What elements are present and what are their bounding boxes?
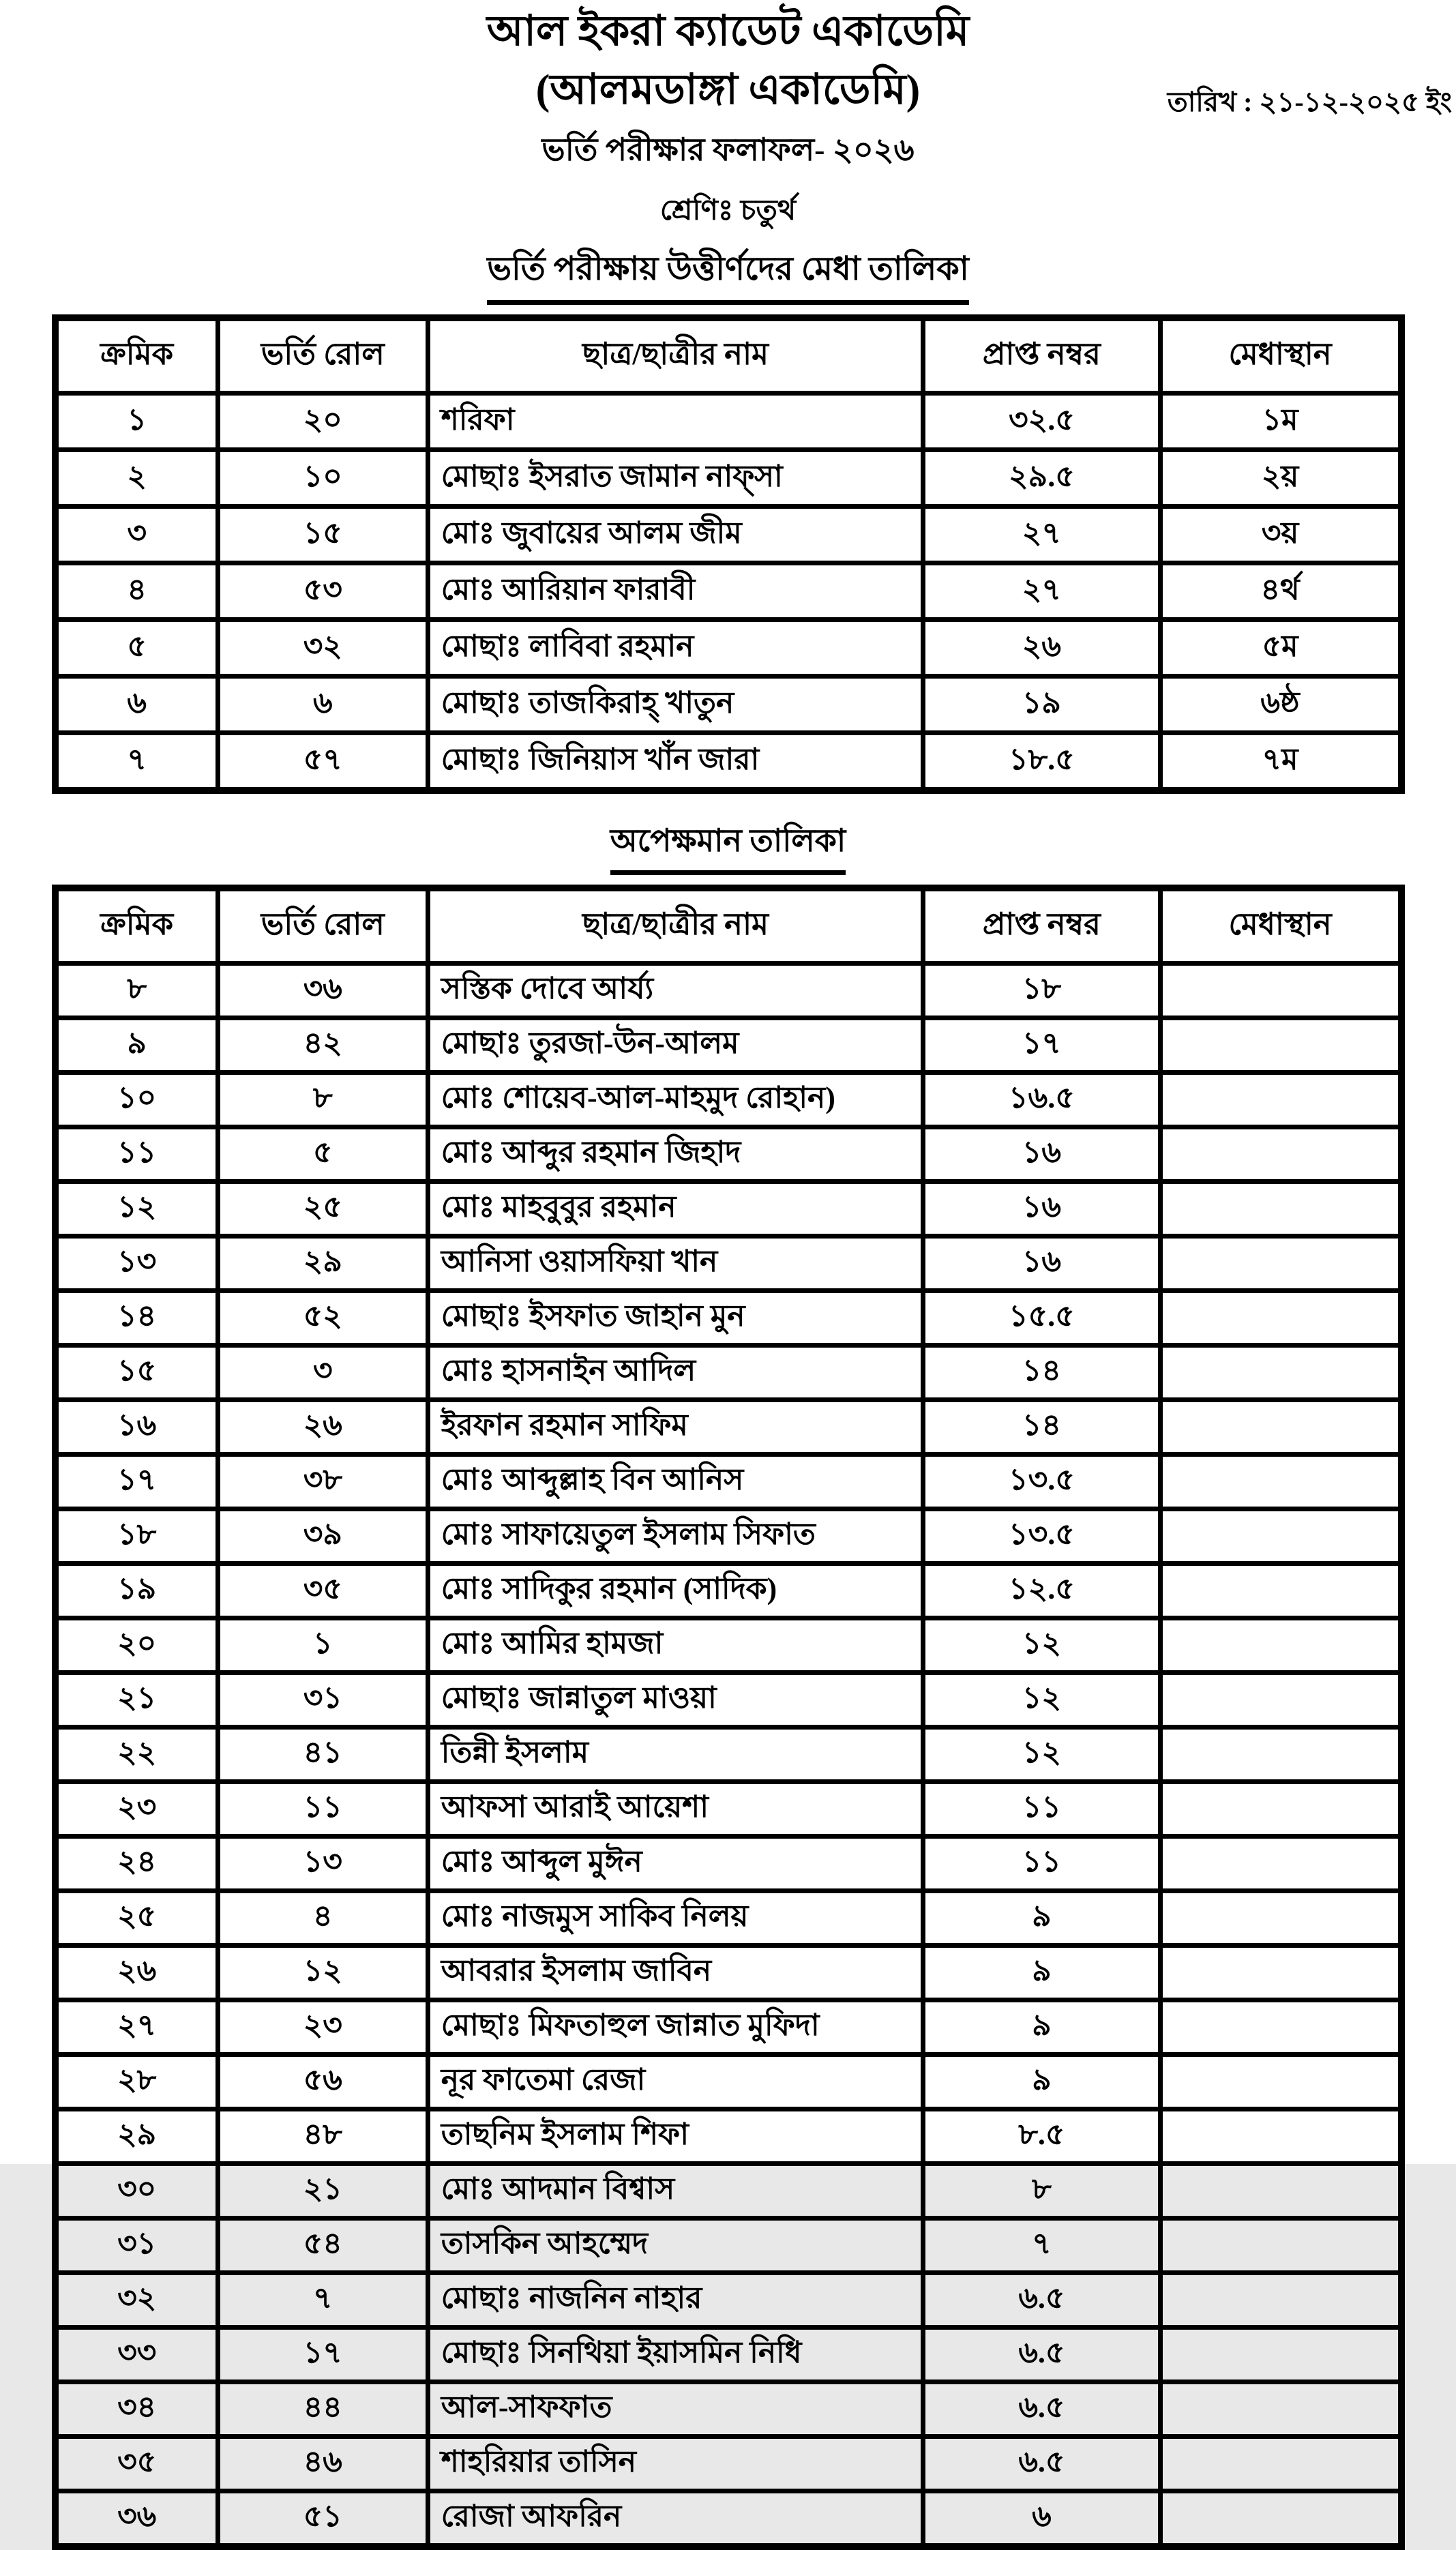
cell-marks: ১১ <box>923 1782 1160 1837</box>
merit-title-wrap <box>0 244 1456 305</box>
cell-position <box>1160 2109 1401 2164</box>
cell-position <box>1160 1291 1401 1346</box>
cell-serial: ১২ <box>55 1182 218 1236</box>
cell-marks: ৩২.৫ <box>923 394 1160 450</box>
cell-position <box>1160 1127 1401 1182</box>
cell-name: মোঃ জুবায়ের আলম জীম <box>428 507 923 563</box>
cell-marks: ২৭ <box>923 507 1160 563</box>
column-header: ছাত্র/ছাত্রীর নাম <box>428 318 923 394</box>
cell-roll: ৪৪ <box>218 2382 428 2437</box>
cell-name: মোছাঃ তুরজা-উন-আলম <box>428 1018 923 1073</box>
table-row <box>55 1564 1401 1618</box>
cell-roll: ৪২ <box>218 1018 428 1073</box>
table-row <box>55 1946 1401 2000</box>
cell-marks: ১২ <box>923 1673 1160 1728</box>
table-row <box>55 733 1401 791</box>
table-row <box>55 2219 1401 2273</box>
cell-marks: ৮ <box>923 2164 1160 2219</box>
cell-serial: ৩৬ <box>55 2491 218 2547</box>
cell-serial: ১ <box>55 394 218 450</box>
cell-name: আবরার ইসলাম জাবিন <box>428 1946 923 2000</box>
cell-marks: ৯ <box>923 2000 1160 2055</box>
merit-table-head <box>55 318 1401 394</box>
cell-marks: ৯ <box>923 1946 1160 2000</box>
table-row <box>55 1236 1401 1291</box>
cell-serial: ৫ <box>55 620 218 677</box>
cell-roll: ৭ <box>218 2273 428 2328</box>
cell-name: রোজা আফরিন <box>428 2491 923 2547</box>
cell-name: সস্তিক দোবে আর্য্য <box>428 964 923 1018</box>
cell-marks: ১৪ <box>923 1346 1160 1400</box>
cell-roll: ৫২ <box>218 1291 428 1346</box>
column-header: মেধাস্থান <box>1160 888 1401 964</box>
cell-serial: ১৫ <box>55 1346 218 1400</box>
cell-position <box>1160 1509 1401 1564</box>
cell-roll: ৫৬ <box>218 2055 428 2109</box>
table-row <box>55 1728 1401 1782</box>
cell-name: মোছাঃ ইসফাত জাহান মুন <box>428 1291 923 1346</box>
table-row <box>55 1127 1401 1182</box>
cell-name: আফসা আরাই আয়েশা <box>428 1782 923 1837</box>
table-row <box>55 2437 1401 2491</box>
cell-name: মোঃ আদমান বিশ্বাস <box>428 2164 923 2219</box>
cell-marks: ৯ <box>923 2055 1160 2109</box>
cell-marks: ৭ <box>923 2219 1160 2273</box>
cell-name: শাহরিয়ার তাসিন <box>428 2437 923 2491</box>
cell-name: আনিসা ওয়াসফিয়া খান <box>428 1236 923 1291</box>
waiting-list-title: অপেক্ষমান তালিকা <box>610 817 846 875</box>
cell-position <box>1160 1346 1401 1400</box>
cell-roll: ৪১ <box>218 1728 428 1782</box>
class-label: শ্রেণিঃ চতুর্থ <box>659 195 797 227</box>
cell-marks: ৬ <box>923 2491 1160 2547</box>
table-row <box>55 450 1401 507</box>
cell-serial: ২১ <box>55 1673 218 1728</box>
cell-name: মোছাঃ সিনথিয়া ইয়াসমিন নিধি <box>428 2328 923 2382</box>
table-row <box>55 1891 1401 1946</box>
cell-position: ৫ম <box>1160 620 1401 677</box>
cell-serial: ৩৫ <box>55 2437 218 2491</box>
cell-roll: ১ <box>218 1618 428 1673</box>
cell-marks: ৬.৫ <box>923 2328 1160 2382</box>
cell-name: মোছাঃ জান্নাতুল মাওয়া <box>428 1673 923 1728</box>
table-row <box>55 1509 1401 1564</box>
cell-name: মোঃ হাসনাইন আদিল <box>428 1346 923 1400</box>
cell-marks: ১৬ <box>923 1182 1160 1236</box>
cell-roll: ১৭ <box>218 2328 428 2382</box>
cell-serial: ৬ <box>55 677 218 733</box>
cell-roll: ৩৫ <box>218 1564 428 1618</box>
cell-position: ৩য় <box>1160 507 1401 563</box>
cell-position <box>1160 1564 1401 1618</box>
table-row <box>55 2382 1401 2437</box>
cell-roll: ৮ <box>218 1073 428 1127</box>
merit-table <box>52 314 1405 794</box>
cell-roll: ৫১ <box>218 2491 428 2547</box>
cell-serial: ২৯ <box>55 2109 218 2164</box>
cell-name: মোঃ সাফায়েতুল ইসলাম সিফাত <box>428 1509 923 1564</box>
cell-marks: ২৯.৫ <box>923 450 1160 507</box>
cell-marks: ১৮ <box>923 964 1160 1018</box>
cell-marks: ১৫.৫ <box>923 1291 1160 1346</box>
cell-marks: ১৭ <box>923 1018 1160 1073</box>
cell-roll: ৪৮ <box>218 2109 428 2164</box>
cell-roll: ৫৪ <box>218 2219 428 2273</box>
cell-roll: ১১ <box>218 1782 428 1837</box>
cell-marks: ১৩.৫ <box>923 1509 1160 1564</box>
cell-serial: ৯ <box>55 1018 218 1073</box>
table-row <box>55 2055 1401 2109</box>
cell-marks: ৮.৫ <box>923 2109 1160 2164</box>
table-row <box>55 394 1401 450</box>
waiting-title-wrap <box>0 817 1456 875</box>
table-row <box>55 563 1401 620</box>
cell-name: মোঃ আব্দুল্লাহ বিন আনিস <box>428 1455 923 1509</box>
result-title: ভর্তি পরীক্ষার ফলাফল- ২০২৬ <box>541 132 915 168</box>
cell-name: মোঃ সাদিকুর রহমান (সাদিক) <box>428 1564 923 1618</box>
cell-serial: ১০ <box>55 1073 218 1127</box>
cell-position <box>1160 2437 1401 2491</box>
cell-marks: ১২.৫ <box>923 1564 1160 1618</box>
table-row <box>55 677 1401 733</box>
cell-position <box>1160 1400 1401 1455</box>
cell-serial: ২ <box>55 450 218 507</box>
cell-name: মোঃ মাহবুবুর রহমান <box>428 1182 923 1236</box>
cell-marks: ২৬ <box>923 620 1160 677</box>
cell-position <box>1160 1837 1401 1891</box>
cell-marks: ১২ <box>923 1618 1160 1673</box>
cell-marks: ১২ <box>923 1728 1160 1782</box>
cell-serial: ৭ <box>55 733 218 791</box>
cell-name: নূর ফাতেমা রেজা <box>428 2055 923 2109</box>
cell-roll: ১৫ <box>218 507 428 563</box>
table-row <box>55 1837 1401 1891</box>
cell-serial: ২৬ <box>55 1946 218 2000</box>
cell-serial: ১৮ <box>55 1509 218 1564</box>
table-row <box>55 1291 1401 1346</box>
cell-marks: ৬.৫ <box>923 2437 1160 2491</box>
cell-roll: ১২ <box>218 1946 428 2000</box>
cell-serial: ১৬ <box>55 1400 218 1455</box>
cell-position: ৭ম <box>1160 733 1401 791</box>
cell-name: আল-সাফফাত <box>428 2382 923 2437</box>
cell-position <box>1160 1073 1401 1127</box>
cell-name: মোছাঃ ইসরাত জামান নাফ্সা <box>428 450 923 507</box>
cell-marks: ৬.৫ <box>923 2273 1160 2328</box>
table-row <box>55 964 1401 1018</box>
cell-roll: ২৬ <box>218 1400 428 1455</box>
cell-name: মোছাঃ মিফতাহুল জান্নাত মুফিদা <box>428 2000 923 2055</box>
cell-roll: ২১ <box>218 2164 428 2219</box>
cell-position <box>1160 1673 1401 1728</box>
table-row <box>55 1618 1401 1673</box>
cell-name: তিন্নী ইসলাম <box>428 1728 923 1782</box>
cell-name: মোঃ আব্দুর রহমান জিহাদ <box>428 1127 923 1182</box>
cell-serial: ৩৪ <box>55 2382 218 2437</box>
cell-name: মোঃ নাজমুস সাকিব নিলয় <box>428 1891 923 1946</box>
cell-roll: ৫৭ <box>218 733 428 791</box>
table-row <box>55 1673 1401 1728</box>
cell-name: তাছনিম ইসলাম শিফা <box>428 2109 923 2164</box>
waiting-table-body <box>55 964 1401 2547</box>
academy-subname: (আলমডাঙ্গা একাডেমি) <box>535 66 921 113</box>
cell-marks: ১৩.৫ <box>923 1455 1160 1509</box>
cell-serial: ৩ <box>55 507 218 563</box>
table-row <box>55 1018 1401 1073</box>
cell-position <box>1160 1946 1401 2000</box>
column-header: মেধাস্থান <box>1160 318 1401 394</box>
table-row <box>55 1073 1401 1127</box>
cell-roll: ৪ <box>218 1891 428 1946</box>
waiting-table-head <box>55 888 1401 964</box>
cell-name: মোঃ আরিয়ান ফারাবী <box>428 563 923 620</box>
cell-roll: ৩৮ <box>218 1455 428 1509</box>
cell-position <box>1160 1236 1401 1291</box>
cell-position <box>1160 2055 1401 2109</box>
cell-position <box>1160 1182 1401 1236</box>
cell-marks: ২৭ <box>923 563 1160 620</box>
cell-position <box>1160 1455 1401 1509</box>
cell-name: শরিফা <box>428 394 923 450</box>
cell-position <box>1160 1728 1401 1782</box>
cell-serial: ২২ <box>55 1728 218 1782</box>
cell-name: মোঃ আমির হামজা <box>428 1618 923 1673</box>
merit-list-title: ভর্তি পরীক্ষায় উত্তীর্ণদের মেধা তালিকা <box>487 244 969 305</box>
merit-table-body <box>55 394 1401 791</box>
column-header: ভর্তি রোল <box>218 888 428 964</box>
cell-marks: ১১ <box>923 1837 1160 1891</box>
cell-serial: ৩২ <box>55 2273 218 2328</box>
cell-marks: ১৮.৫ <box>923 733 1160 791</box>
cell-serial: ৪ <box>55 563 218 620</box>
table-row <box>55 2273 1401 2328</box>
column-header: ভর্তি রোল <box>218 318 428 394</box>
date-label: তারিখ : ২১-১২-২০২৫ ইং <box>1167 87 1452 117</box>
cell-name: মোছাঃ জিনিয়াস খাঁন জারা <box>428 733 923 791</box>
cell-serial: ২৫ <box>55 1891 218 1946</box>
cell-serial: ১৪ <box>55 1291 218 1346</box>
cell-roll: ১০ <box>218 450 428 507</box>
cell-position <box>1160 1018 1401 1073</box>
cell-serial: ১১ <box>55 1127 218 1182</box>
cell-position <box>1160 2164 1401 2219</box>
cell-roll: ২৫ <box>218 1182 428 1236</box>
cell-name: মোছাঃ নাজনিন নাহার <box>428 2273 923 2328</box>
cell-name: মোঃ আব্দুল মুঈন <box>428 1837 923 1891</box>
cell-serial: ২০ <box>55 1618 218 1673</box>
cell-marks: ১৬.৫ <box>923 1073 1160 1127</box>
cell-position <box>1160 2219 1401 2273</box>
table-row <box>55 1400 1401 1455</box>
table-row <box>55 2164 1401 2219</box>
cell-position: ৬ষ্ঠ <box>1160 677 1401 733</box>
cell-name: তাসকিন আহম্মেদ <box>428 2219 923 2273</box>
cell-serial: ৮ <box>55 964 218 1018</box>
column-header: ক্রমিক <box>55 888 218 964</box>
header-row <box>55 318 1401 394</box>
table-row <box>55 2491 1401 2547</box>
cell-name: মোঃ শোয়েব-আল-মাহমুদ রোহান) <box>428 1073 923 1127</box>
column-header: প্রাপ্ত নম্বর <box>923 318 1160 394</box>
header-row <box>55 888 1401 964</box>
column-header: ছাত্র/ছাত্রীর নাম <box>428 888 923 964</box>
cell-roll: ৩১ <box>218 1673 428 1728</box>
cell-serial: ২৩ <box>55 1782 218 1837</box>
column-header: প্রাপ্ত নম্বর <box>923 888 1160 964</box>
waiting-table <box>52 885 1405 2550</box>
cell-roll: ১৩ <box>218 1837 428 1891</box>
cell-marks: ৬.৫ <box>923 2382 1160 2437</box>
cell-serial: ২৪ <box>55 1837 218 1891</box>
cell-marks: ১৬ <box>923 1127 1160 1182</box>
cell-roll: ৩২ <box>218 620 428 677</box>
cell-name: ইরফান রহমান সাফিম <box>428 1400 923 1455</box>
cell-position <box>1160 964 1401 1018</box>
cell-name: মোছাঃ লাবিবা রহমান <box>428 620 923 677</box>
table-row <box>55 2109 1401 2164</box>
table-row <box>55 2328 1401 2382</box>
cell-marks: ৯ <box>923 1891 1160 1946</box>
cell-position: ৪র্থ <box>1160 563 1401 620</box>
cell-position <box>1160 1782 1401 1837</box>
cell-marks: ১৯ <box>923 677 1160 733</box>
cell-position <box>1160 2273 1401 2328</box>
table-row <box>55 1182 1401 1236</box>
cell-serial: ৩১ <box>55 2219 218 2273</box>
cell-position <box>1160 1891 1401 1946</box>
cell-marks: ১৬ <box>923 1236 1160 1291</box>
cell-serial: ২৭ <box>55 2000 218 2055</box>
cell-roll: ২০ <box>218 394 428 450</box>
document-header <box>0 0 1456 305</box>
cell-roll: ৩৬ <box>218 964 428 1018</box>
cell-serial: ৩৩ <box>55 2328 218 2382</box>
table-row <box>55 507 1401 563</box>
cell-name: মোছাঃ তাজকিরাহ্ খাতুন <box>428 677 923 733</box>
cell-roll: ৬ <box>218 677 428 733</box>
cell-position <box>1160 2000 1401 2055</box>
cell-position <box>1160 2382 1401 2437</box>
cell-serial: ২৮ <box>55 2055 218 2109</box>
table-row <box>55 2000 1401 2055</box>
cell-marks: ১৪ <box>923 1400 1160 1455</box>
cell-roll: ৫ <box>218 1127 428 1182</box>
cell-position: ১ম <box>1160 394 1401 450</box>
cell-roll: ৩ <box>218 1346 428 1400</box>
column-header: ক্রমিক <box>55 318 218 394</box>
cell-roll: ৪৬ <box>218 2437 428 2491</box>
table-row <box>55 620 1401 677</box>
academy-name: আল ইকরা ক্যাডেট একাডেমি <box>486 8 970 55</box>
table-row <box>55 1455 1401 1509</box>
cell-position <box>1160 1618 1401 1673</box>
cell-position: ২য় <box>1160 450 1401 507</box>
cell-serial: ১৩ <box>55 1236 218 1291</box>
cell-position <box>1160 2491 1401 2547</box>
table-row <box>55 1346 1401 1400</box>
cell-roll: ৩৯ <box>218 1509 428 1564</box>
cell-roll: ২৯ <box>218 1236 428 1291</box>
cell-position <box>1160 2328 1401 2382</box>
cell-serial: ৩০ <box>55 2164 218 2219</box>
cell-roll: ২৩ <box>218 2000 428 2055</box>
cell-serial: ১৭ <box>55 1455 218 1509</box>
cell-roll: ৫৩ <box>218 563 428 620</box>
table-row <box>55 1782 1401 1837</box>
cell-serial: ১৯ <box>55 1564 218 1618</box>
